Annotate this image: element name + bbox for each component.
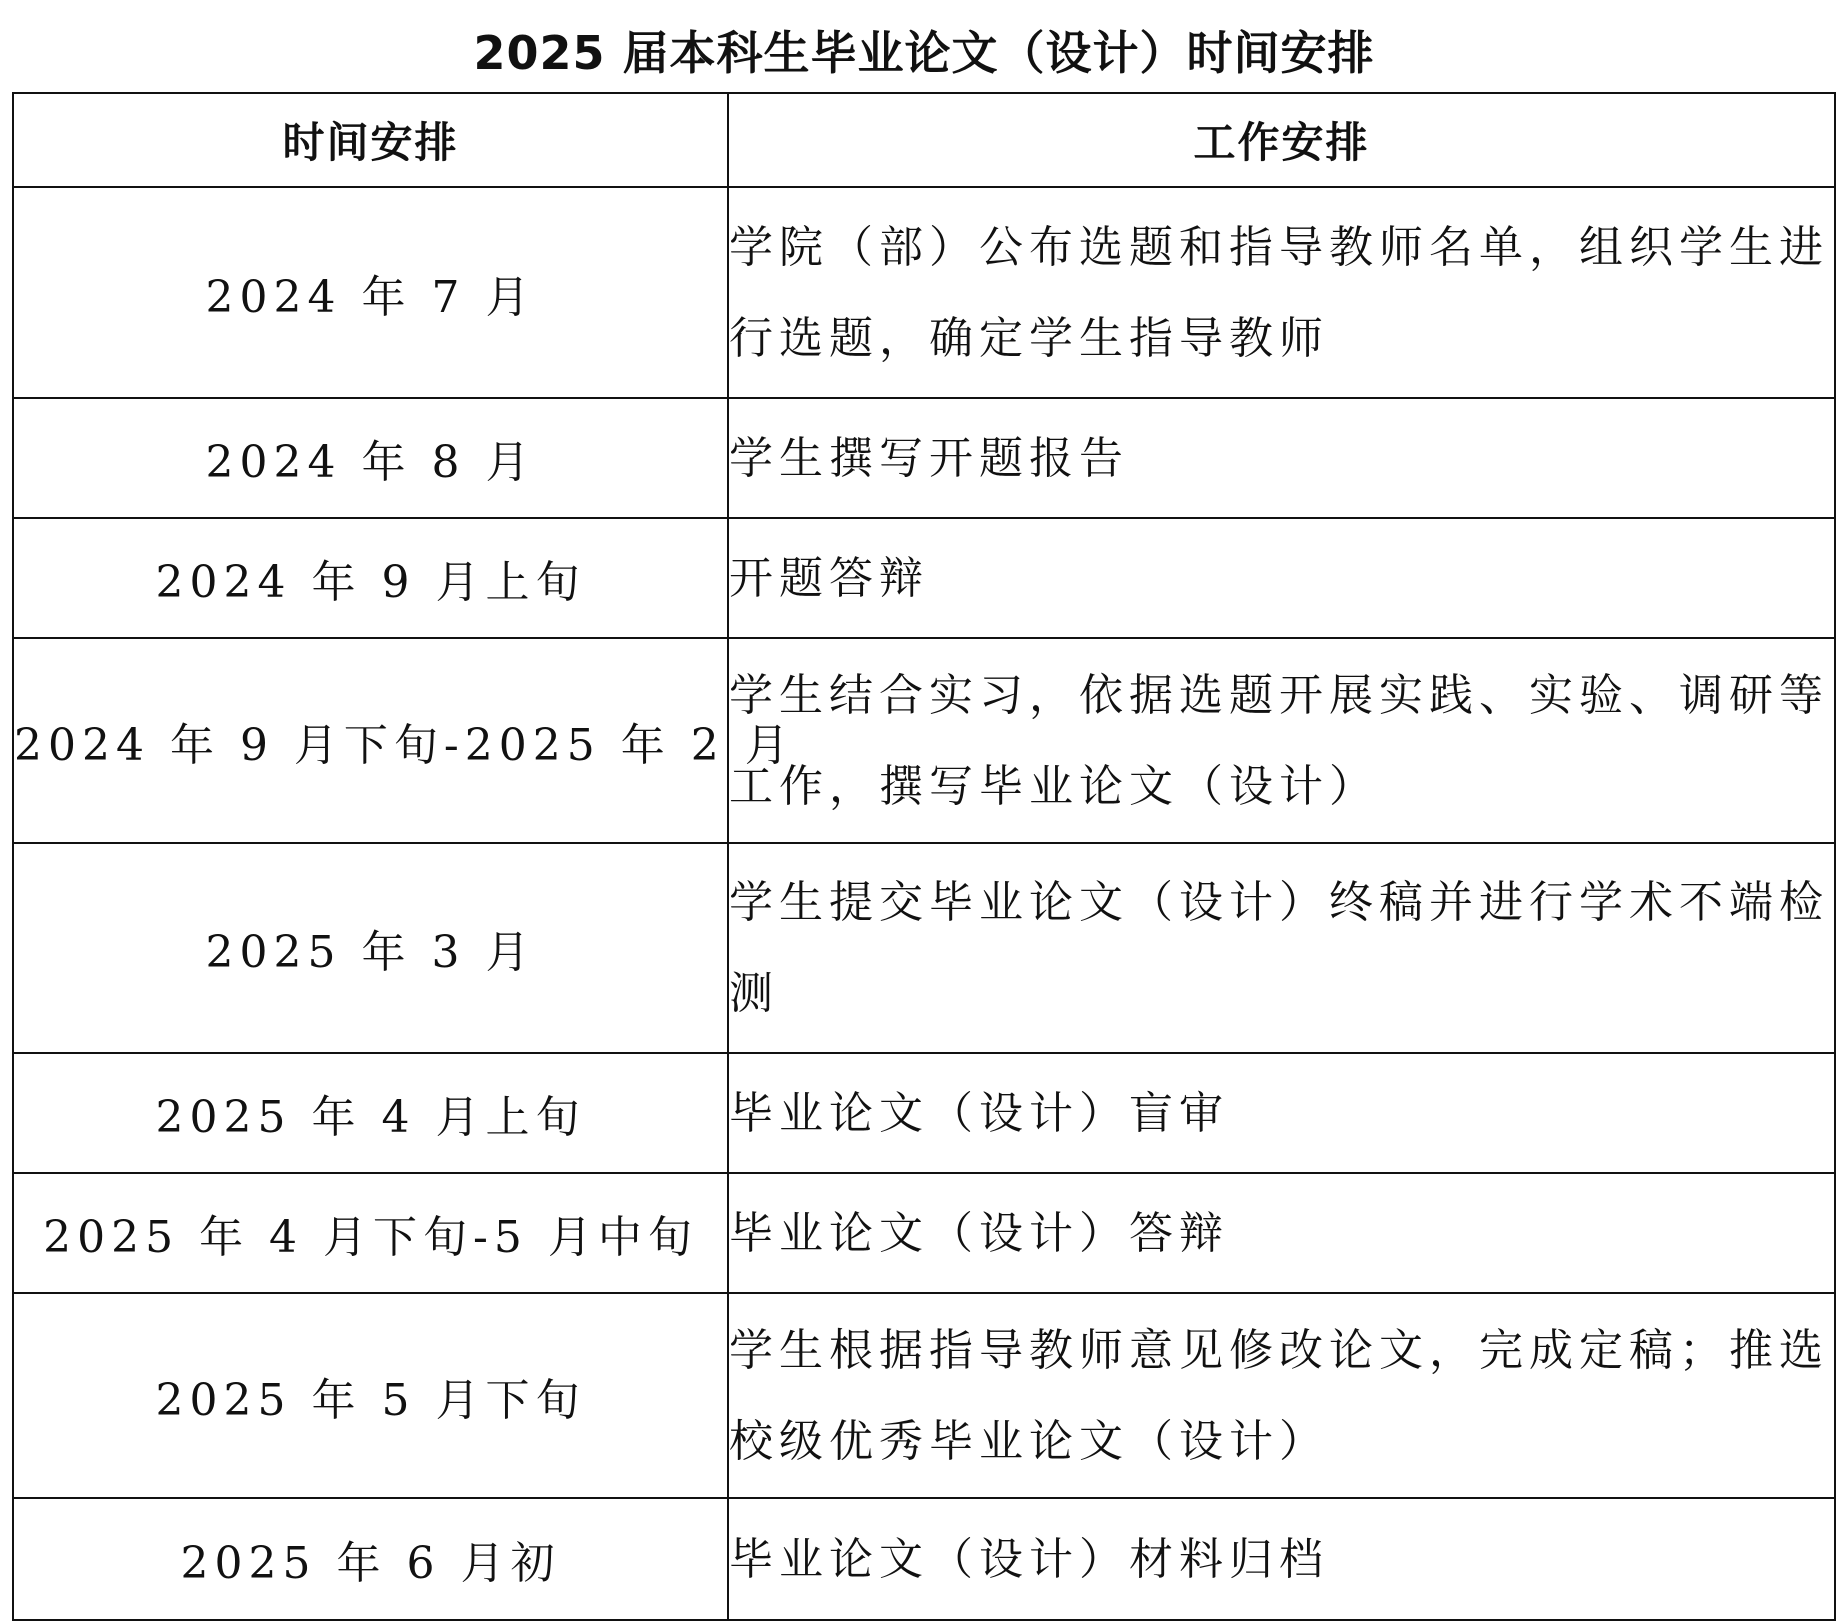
document-title: 2025 届本科生毕业论文（设计）时间安排 [473,26,1375,80]
header-work: 工作安排 [728,93,1835,187]
work-cell: 毕业论文（设计）盲审 [728,1053,1835,1173]
table-row [13,1173,1835,1293]
work-cell: 学生撰写开题报告 [728,398,1835,518]
table-row [13,1053,1835,1173]
time-cell: 2024 年 9 月下旬-2025 年 2 月 [13,638,728,843]
work-cell: 学院（部）公布选题和指导教师名单，组织学生进行选题，确定学生指导教师 [728,187,1835,398]
table-row [13,187,1835,398]
time-cell: 2025 年 3 月 [13,843,728,1053]
table-row [13,398,1835,518]
time-cell: 2024 年 7 月 [13,187,728,398]
table-row [13,1293,1835,1498]
work-cell: 开题答辩 [728,518,1835,638]
time-cell: 2024 年 8 月 [13,398,728,518]
work-cell: 学生根据指导教师意见修改论文，完成定稿；推选校级优秀毕业论文（设计） [728,1293,1835,1498]
work-cell: 毕业论文（设计）答辩 [728,1173,1835,1293]
time-cell: 2025 年 5 月下旬 [13,1293,728,1498]
work-cell: 学生提交毕业论文（设计）终稿并进行学术不端检测 [728,843,1835,1053]
table-row [13,518,1835,638]
table-row [13,1498,1835,1620]
header-time: 时间安排 [13,93,728,187]
work-cell: 毕业论文（设计）材料归档 [728,1498,1835,1620]
table-row [13,638,1835,843]
time-cell: 2025 年 6 月初 [13,1498,728,1620]
time-cell: 2025 年 4 月下旬-5 月中旬 [13,1173,728,1293]
schedule-table [12,92,1836,1621]
table-row [13,843,1835,1053]
time-cell: 2024 年 9 月上旬 [13,518,728,638]
time-cell: 2025 年 4 月上旬 [13,1053,728,1173]
table-header-row [13,93,1835,187]
work-cell: 学生结合实习，依据选题开展实践、实验、调研等工作，撰写毕业论文（设计） [728,638,1835,843]
